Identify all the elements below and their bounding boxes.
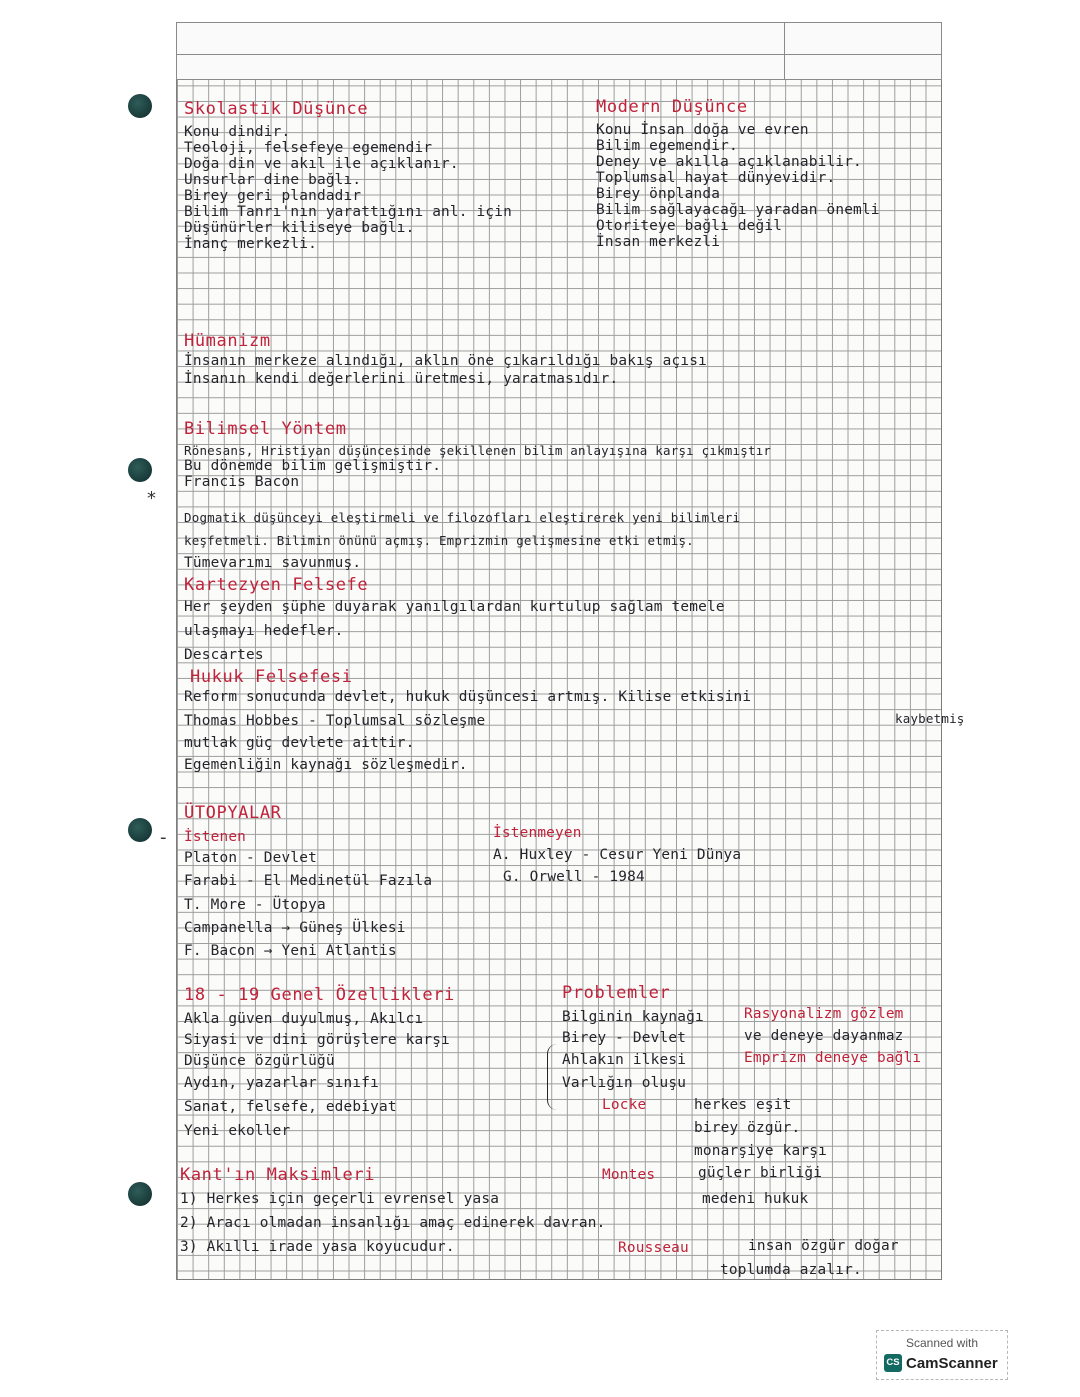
humanizm-title: Hümanizm: [184, 331, 271, 351]
skolastik-line: Doğa din ve akıl ile açıklanır.: [184, 156, 459, 172]
rousseau-line: toplumda azalır.: [720, 1262, 862, 1278]
bilimsel-line: Francis Bacon: [184, 474, 300, 490]
ozellikler-line: Düşünce özgürlüğü: [184, 1053, 335, 1069]
star-mark: *: [147, 488, 156, 509]
hukuk-kaybetmis: kaybetmiş: [895, 711, 965, 726]
locke-line: herkes eşit: [694, 1097, 792, 1113]
modern-line: Bilim sağlayacağı yaradan önemli: [596, 202, 880, 218]
binder-hole-4: [128, 1182, 152, 1206]
bilimsel-line: Dogmatik düşünceyi eleştirmeli ve filozofları eleştirerek yeni bilimleri: [184, 510, 741, 525]
rasyonalizm-line: ve deneye dayanmaz: [744, 1028, 904, 1044]
header-row-line: [177, 54, 941, 55]
ozellikler-line: Yeni ekoller: [184, 1123, 291, 1139]
skolastik-line: Konu dindir.: [184, 124, 291, 140]
binder-hole-2: [128, 458, 152, 482]
bilimsel-line: keşfetmeli. Bilimin önünü açmış. Emprizmin gelişmesine etki etmiş.: [184, 533, 694, 548]
istenen-item: T. More - Ütopya: [184, 897, 326, 913]
dash-mark: -: [160, 827, 167, 848]
kartezyen-line: ulaşmayı hedefler.: [184, 623, 344, 639]
locke-label: Locke: [602, 1097, 647, 1113]
istenen-item: Platon - Devlet: [184, 850, 317, 866]
ozellikler-line: Aydın, yazarlar sınıfı: [184, 1075, 380, 1091]
modern-line: İnsan merkezli: [596, 234, 721, 250]
istenmeyen-title: İstenmeyen: [493, 825, 582, 841]
hukuk-line: mutlak güç devlete aittir.: [184, 735, 415, 751]
montes-line: medeni hukuk: [702, 1191, 809, 1207]
hukuk-line: Egemenliğin kaynağı sözleşmedir.: [184, 757, 468, 773]
istenen-item: Campanella → Güneş Ülkesi: [184, 920, 406, 936]
problemler-brace: [547, 1044, 558, 1110]
kartezyen-line: Descartes: [184, 647, 264, 663]
locke-line: birey özgür.: [694, 1120, 801, 1136]
scanner-caption: Scanned with: [905, 1336, 979, 1350]
scanner-brand: CamScanner: [906, 1355, 998, 1372]
modern-line: Otoriteye bağlı değil: [596, 218, 783, 234]
ozellikler-line: Sanat, felsefe, edebiyat: [184, 1099, 397, 1115]
binder-hole-1: [128, 94, 152, 118]
montes-line: güçler birliği: [698, 1165, 823, 1181]
ozellikler-line: Siyasi ve dini görüşlere karşı: [184, 1032, 450, 1048]
skolastik-title: Skolastik Düşünce: [184, 99, 369, 119]
hukuk-line: Reform sonucunda devlet, hukuk düşüncesi artmış. Kilise etkisini: [184, 689, 752, 705]
bilimsel-line: Rönesans, Hristiyan düşüncesinde şekillenen bilim anlayışına karşı çıkmıştır: [184, 443, 772, 458]
problemler-line: Bilginin kaynağı: [562, 1009, 704, 1025]
bilimsel-title: Bilimsel Yöntem: [184, 419, 347, 439]
problemler-title: Problemler: [562, 983, 671, 1003]
istenmeyen-item: A. Huxley - Cesur Yeni Dünya: [493, 847, 742, 863]
binder-hole-3: [128, 818, 152, 842]
utopyalar-title: ÜTOPYALAR: [184, 803, 282, 823]
kartezyen-line: Her şeyden şüphe duyarak yanılgılardan kurtulup sağlam temele: [184, 599, 725, 615]
hukuk-line: Thomas Hobbes - Toplumsal sözleşme: [184, 713, 486, 729]
skolastik-line: Birey geri plandadır: [184, 188, 362, 204]
rasyonalizm-line: Rasyonalizm gözlem: [744, 1006, 904, 1022]
locke-line: monarşiye karşı: [694, 1143, 827, 1159]
camscanner-watermark: [876, 1330, 1008, 1380]
istenen-item: Farabi - El Medinetül Fazıla: [184, 873, 433, 889]
humanizm-line: İnsanın kendi değerlerini üretmesi, yaratmasıdır.: [184, 371, 619, 387]
skolastik-line: Unsurlar dine bağlı.: [184, 172, 362, 188]
modern-line: Bilim egemendir.: [596, 138, 738, 154]
camscanner-logo-icon: CS: [884, 1354, 902, 1372]
modern-title: Modern Düşünce: [596, 97, 748, 117]
kant-title: Kant'ın Maksimleri: [180, 1165, 376, 1185]
modern-line: Deney ve akılla açıklanabilir.: [596, 154, 862, 170]
kant-line: 1) Herkes için geçerli evrensel yasa: [180, 1191, 500, 1207]
problemler-line: Ahlakın ilkesi: [562, 1052, 687, 1068]
rousseau-line: insan özgür doğar: [748, 1238, 899, 1254]
humanizm-line: İnsanın merkeze alındığı, aklın öne çıkarıldığı bakış açısı: [184, 353, 707, 369]
kant-line: 3) Akıllı irade yasa koyucudur.: [180, 1239, 455, 1255]
bilimsel-line: Tümevarımı savunmuş.: [184, 555, 362, 571]
skolastik-line: Teoloji, felsefeye egemendir: [184, 140, 433, 156]
hukuk-title: Hukuk Felsefesi: [190, 667, 353, 687]
montes-label: Montes: [602, 1167, 656, 1183]
modern-line: Konu İnsan doğa ve evren: [596, 122, 809, 138]
header-column-line: [784, 23, 785, 79]
kant-line: 2) Aracı olmadan insanlığı amaç edinerek davran.: [180, 1215, 606, 1231]
emprizm-line: Emprizm deneye bağlı: [744, 1050, 922, 1066]
problemler-line: Birey - Devlet: [562, 1030, 687, 1046]
bilimsel-line: Bu dönemde bilim gelişmiştir.: [184, 458, 442, 474]
ozellikler-line: Akla güven duyulmuş, Akılcı: [184, 1011, 424, 1027]
modern-line: Toplumsal hayat dünyevidir.: [596, 170, 836, 186]
skolastik-line: Bilim Tanrı'nın yarattığını anl. için: [184, 204, 512, 220]
ozellikler-title: 18 - 19 Genel Özellikleri: [184, 985, 455, 1005]
kartezyen-title: Kartezyen Felsefe: [184, 575, 369, 595]
skolastik-line: İnanç merkezli.: [184, 236, 317, 252]
page-header-band: [176, 22, 942, 80]
rousseau-label: Rousseau: [618, 1240, 689, 1256]
problemler-line: Varlığın oluşu: [562, 1075, 687, 1091]
istenen-item: F. Bacon → Yeni Atlantis: [184, 943, 397, 959]
istenmeyen-item: G. Orwell - 1984: [503, 869, 645, 885]
skolastik-line: Düşünürler kiliseye bağlı.: [184, 220, 415, 236]
istenen-title: İstenen: [184, 829, 247, 845]
modern-line: Birey önplanda: [596, 186, 721, 202]
